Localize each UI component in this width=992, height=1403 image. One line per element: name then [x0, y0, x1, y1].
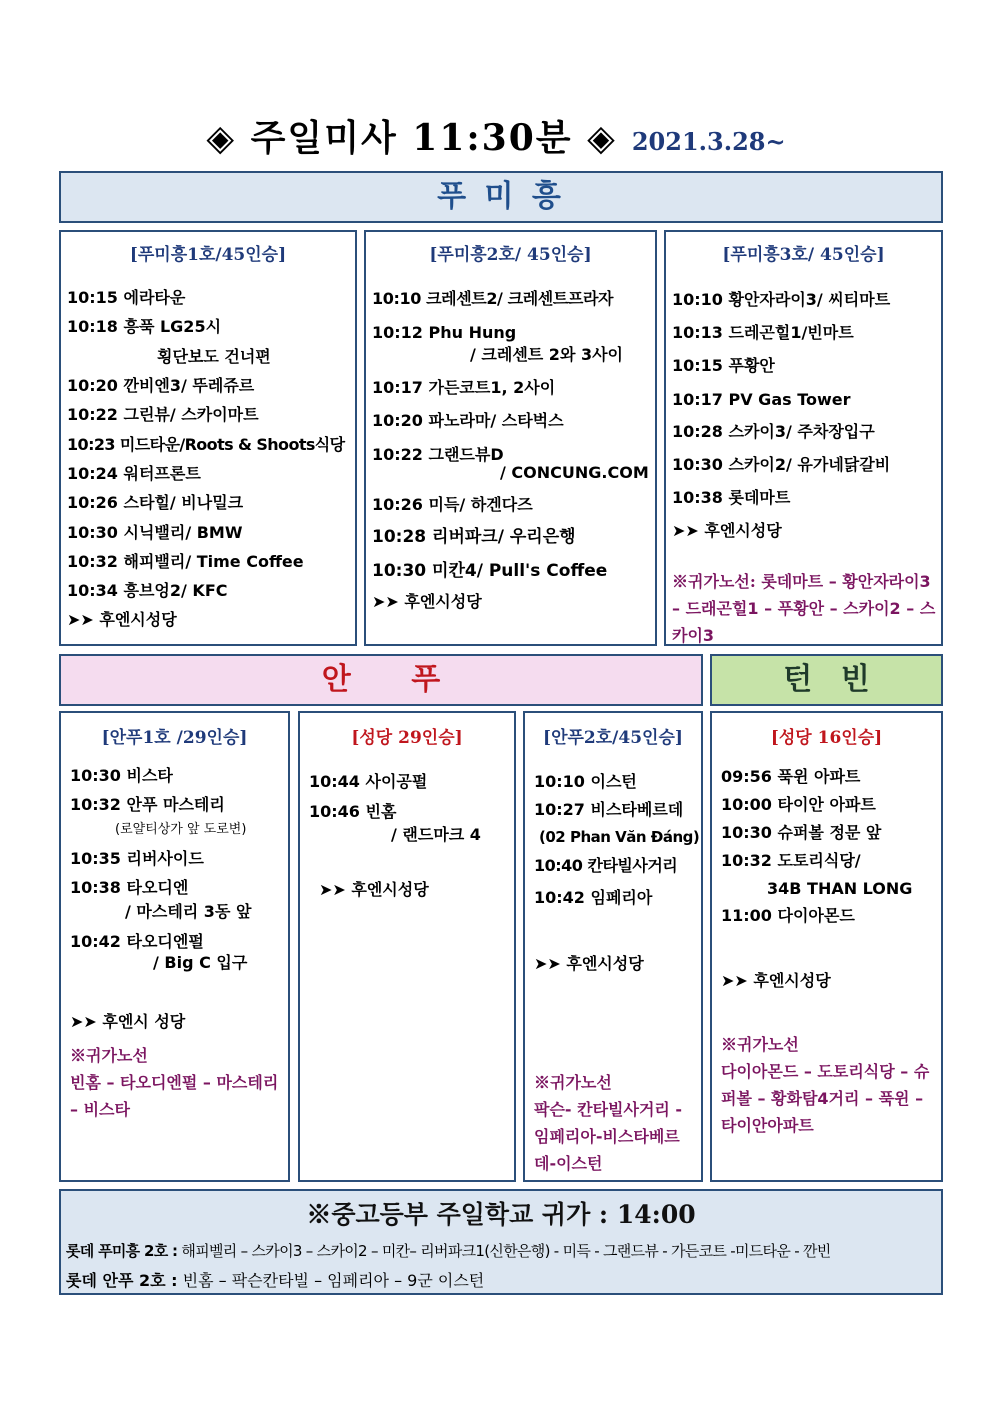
stop-line: 10:32 안푸 마스테리 [70, 795, 225, 814]
stop-line: 10:32 도토리식당/ [721, 851, 861, 870]
return-route-text: 다이아몬드 – 도토리식당 – 슈퍼볼 – 황화탐4거리 – 푹윈 – 타이안아파트 [721, 1062, 930, 1135]
stop-line: 10:30 미칸4/ Pull's Coffee [372, 561, 608, 581]
bus1-header-text: [푸미흥1호/45인승] [129, 245, 287, 265]
footer-line1-label: 롯데 푸미흥 2호 : [66, 1242, 178, 1260]
stop-line: 10:44 사이공펄 [309, 772, 428, 791]
stop-line: 10:35 리버사이드 [70, 849, 204, 868]
destination-line: ➤➤ 후엔시성당 [534, 954, 644, 973]
stop-line: 10:38 타오디엔 [70, 878, 189, 897]
stop-line: 10:34 흥브엉2/ KFC [67, 581, 228, 600]
return-route-title: ※귀가노선 [70, 1046, 148, 1065]
seongdang29-header-text: [성당 29인승] [351, 728, 463, 748]
stop-line: 10:10 이스턴 [534, 772, 637, 791]
bus2-panel [364, 230, 657, 646]
return-route [721, 1031, 935, 1139]
stop-line: 11:00 다이아몬드 [721, 906, 855, 925]
anpu1-panel [59, 711, 290, 1182]
stop-line: 10:22 그린뷰/ 스카이마트 [67, 405, 259, 424]
bus1-header [61, 240, 355, 265]
title-main: ◈ 주일미사 11:30분 ◈ [206, 117, 617, 159]
stop-line: 10:30 스카이2/ 유가네닭갈비 [672, 455, 891, 474]
footer-line2 [66, 1268, 484, 1291]
stop-line: 34B THAN LONG [767, 879, 913, 898]
student-footer [59, 1189, 943, 1295]
return-route-text: 롯데마트 – 황안자라이3 – 드래곤힐1 – 푸황안 – 스카이2 – 스카이3 [672, 572, 936, 645]
stop-line: 횡단보도 건너편 [157, 347, 271, 366]
stop-line: 10:12 Phu Hung [372, 323, 517, 342]
return-route [534, 1069, 696, 1177]
stop-line: / 마스테리 3동 앞 [125, 902, 252, 921]
stop-line: 10:38 롯데마트 [672, 488, 791, 507]
stop-line: / CONCUNG.COM [500, 463, 649, 482]
bus2-header [366, 240, 655, 265]
seongdang16-header [712, 723, 941, 748]
stop-line: 10:42 임페리아 [534, 888, 653, 907]
stop-line: 10:20 깐비엔3/ 뚜레쥬르 [67, 376, 255, 395]
return-route-title: ※귀가노선: [672, 572, 756, 591]
stop-line: / 크레센트 2와 3사이 [470, 345, 624, 364]
bus3-header [666, 240, 941, 265]
stop-line: 10:22 그랜드뷰D [372, 445, 504, 464]
seongdang16-header-text: [성당 16인승] [770, 728, 883, 748]
stop-line: 10:28 스카이3/ 주차장입구 [672, 422, 875, 441]
return-route-title: ※귀가노선 [534, 1073, 612, 1092]
stop-line: 10:26 미득/ 하겐다즈 [372, 495, 533, 514]
stop-line: 10:32 해피밸리/ Time Coffee [67, 552, 304, 571]
return-route [672, 568, 938, 649]
section-title-tanbinh: 턴 빈 [783, 662, 870, 697]
stop-line: 10:23 미드타운/Roots & Shoots식당 [67, 435, 345, 454]
seongdang29-header [300, 723, 514, 748]
bus3-header-text: [푸미흥3호/ 45인승] [722, 245, 885, 265]
stop-line: 10:17 가든코트1, 2사이 [372, 378, 556, 397]
destination-line: ➤➤ 후엔시성당 [721, 971, 831, 990]
stop-line: / Big C 입구 [153, 953, 248, 972]
destination-line: ➤➤ 후엔시성당 [319, 880, 429, 899]
section-title-anpu: 안 푸 [321, 662, 441, 697]
section-band-tanbinh [710, 654, 943, 706]
section-band-pumihung [59, 171, 943, 223]
stop-line: 10:27 비스타베르데 [534, 800, 684, 819]
footer-line1-text: 해피벨리 – 스카이3 – 스카이2 – 미칸– 리버파크1(신한은행) - 미득 - 그랜드뷰 - 가든코트 -미드타운 - 깐빈 [181, 1242, 831, 1260]
anpu2-panel [523, 711, 703, 1182]
stop-line: 10:15 푸황안 [672, 356, 775, 375]
stop-line: 10:30 시닉밸리/ BMW [67, 523, 243, 542]
stop-line: 10:10 황안자라이3/ 씨티마트 [672, 290, 891, 309]
stop-line: 10:26 스타힐/ 비나밀크 [67, 493, 244, 512]
anpu1-header [61, 723, 288, 748]
destination-line: ➤➤ 후엔시성당 [67, 610, 177, 629]
destination-line: ➤➤ 후엔시성당 [672, 521, 782, 540]
stop-line: 10:00 타이안 아파트 [721, 795, 876, 814]
section-title-pumihung: 푸 미 흥 [437, 179, 565, 214]
stop-line: 10:18 흥푹 LG25시 [67, 317, 222, 336]
section-band-anpu [59, 654, 703, 706]
bus1-panel [59, 230, 357, 646]
return-route [70, 1042, 282, 1123]
return-route-title: ※귀가노선 [721, 1035, 799, 1054]
destination-line: ➤➤ 후엔시 성당 [70, 1012, 186, 1031]
bus2-header-text: [푸미흥2호/ 45인승] [429, 245, 592, 265]
footer-title: ※중고등부 주일학교 귀가 : 14:00 [306, 1200, 696, 1229]
stop-line: 10:40 칸타빌사거리 [534, 856, 678, 875]
return-route-text: 빈홈 – 타오디엔펄 – 마스테리 – 비스타 [70, 1073, 279, 1119]
stop-note: (02 Phan Văn Đáng) [539, 828, 700, 846]
bus3-panel [664, 230, 943, 646]
page-title [0, 110, 992, 161]
title-date: 2021.3.28~ [631, 127, 786, 156]
stop-line: 10:10 크레센트2/ 크레센트프라자 [372, 289, 614, 308]
seongdang16-panel [710, 711, 943, 1182]
footer-line1 [66, 1240, 831, 1261]
stop-line: 10:20 파노라마/ 스타벅스 [372, 411, 564, 430]
stop-line: 10:30 슈퍼볼 정문 앞 [721, 823, 882, 842]
stop-line: 10:15 에라타운 [67, 288, 186, 307]
stop-line: / 랜드마크 4 [391, 825, 481, 844]
stop-line: 10:17 PV Gas Tower [672, 390, 851, 409]
anpu1-header-text: [안푸1호 /29인승] [101, 728, 248, 748]
stop-line: 10:42 타오디엔펄 [70, 932, 204, 951]
stop-line: 10:13 드레곤힐1/빈마트 [672, 323, 854, 342]
stop-line: 10:28 리버파크/ 우리은행 [372, 527, 576, 547]
stop-note: (로얄티상가 앞 도로변) [115, 822, 247, 837]
anpu2-header [525, 723, 701, 748]
seongdang29-panel [298, 711, 516, 1182]
stop-line: 10:46 빈홈 [309, 802, 397, 821]
return-route-text: 팍슨- 칸타빌사거리 -임페리아-비스타베르데-이스턴 [534, 1100, 683, 1173]
anpu2-header-text: [안푸2호/45인승] [543, 728, 683, 748]
stop-line: 10:30 비스타 [70, 766, 173, 785]
destination-line: ➤➤ 후엔시성당 [372, 592, 482, 611]
footer-line2-text: 빈홈 – 팍슨칸타빌 – 임페리아 – 9군 이스턴 [182, 1271, 485, 1290]
stop-line: 09:56 푹윈 아파트 [721, 767, 861, 786]
footer-line2-label: 롯데 안푸 2호 : [66, 1271, 178, 1290]
stop-line: 10:24 워터프론트 [67, 464, 201, 483]
